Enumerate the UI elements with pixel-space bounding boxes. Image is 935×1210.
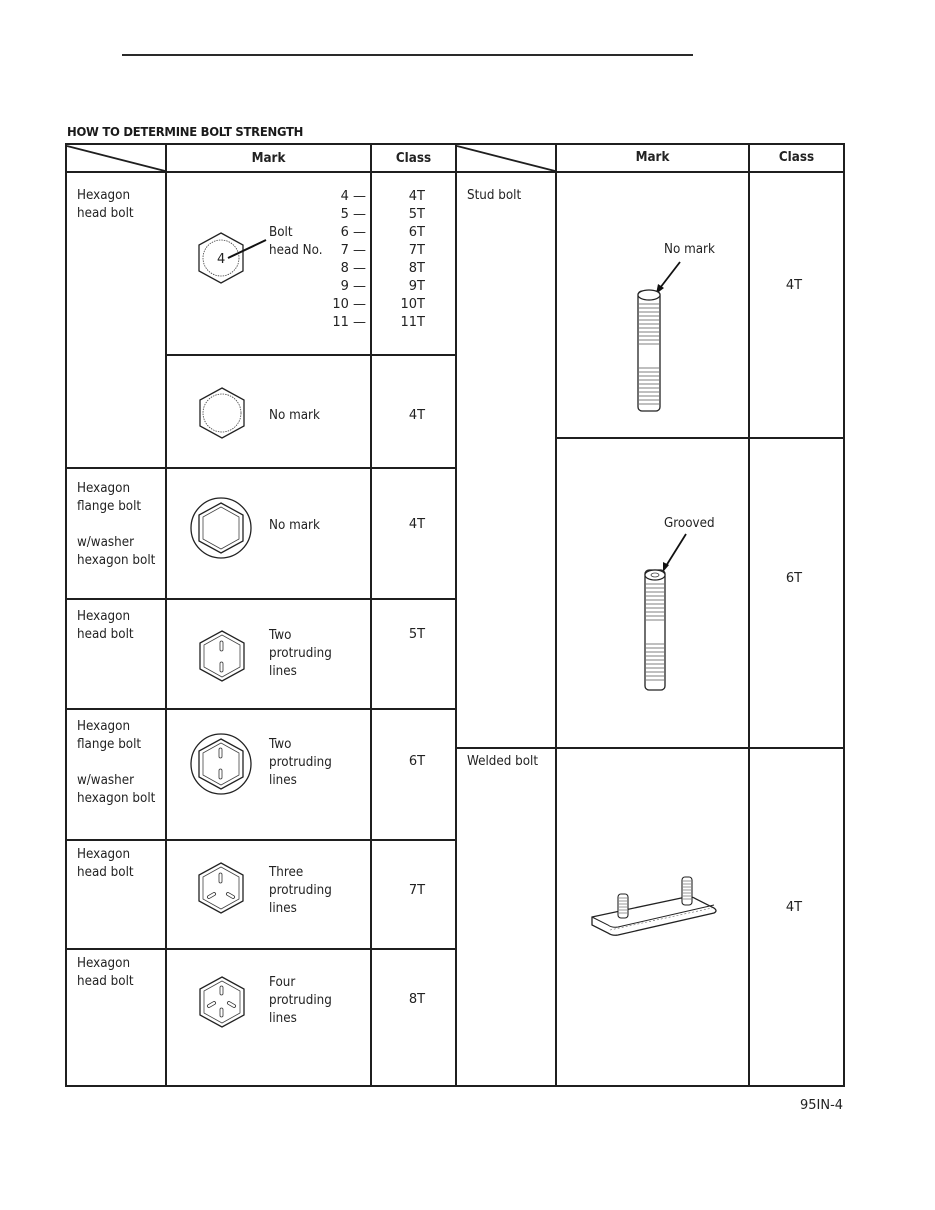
type-label: Hexagon flange bolt w/washer hexagon bolt [77, 481, 156, 568]
header-class-left: Class [395, 151, 432, 166]
class-value: 4T [785, 900, 803, 915]
svg-text:4: 4 [217, 252, 226, 267]
class-value: 4T [408, 408, 426, 423]
type-label: Hexagon head bolt [77, 609, 134, 642]
col-border [555, 143, 557, 1087]
type-label: Welded bolt [467, 754, 539, 769]
figure-code: 95IN-4 [800, 1098, 844, 1113]
header-mark-left: Mark [251, 151, 286, 166]
class-value: 6T [408, 754, 426, 769]
class-value: 4T [785, 278, 803, 293]
mark-label: No mark [269, 518, 320, 533]
mark-callout-label: No mark [664, 242, 715, 257]
class-value: 6T [785, 571, 803, 586]
row-border [65, 839, 455, 841]
class-list: 4T 5T 6T 7T 8T 9T 10T 11T [400, 189, 425, 330]
header-diagonal-right [455, 143, 555, 173]
mark-label: Four protruding lines [269, 975, 332, 1026]
page-title: HOW TO DETERMINE BOLT STRENGTH [67, 124, 304, 139]
mark-callout-label: Grooved [664, 516, 715, 531]
hex-flange-plain-icon [190, 497, 252, 559]
hex-head-plain-icon [198, 387, 246, 439]
type-label: Hexagon head bolt [77, 188, 134, 221]
col-border [370, 143, 372, 1087]
type-label: Hexagon head bolt [77, 847, 134, 880]
stud-bolt-plain-icon [630, 258, 690, 418]
mark-label: Two protruding lines [269, 628, 332, 679]
col-border [748, 143, 750, 1087]
class-value: 7T [408, 883, 426, 898]
head-number-list: 4 — 5 — 6 — 7 — 8 — 9 — 10 — 11 — [332, 189, 366, 330]
welded-bolt-plate-icon [590, 875, 720, 940]
hex-head-numbered-icon [196, 232, 246, 284]
callout-label: Bolt head No. [269, 225, 323, 258]
mark-label: Three protruding lines [269, 865, 332, 916]
class-value: 5T [408, 627, 426, 642]
type-label: Hexagon head bolt [77, 956, 134, 989]
top-rule [122, 54, 693, 56]
mark-label: No mark [269, 408, 320, 423]
row-border [65, 467, 455, 469]
col-border [455, 143, 457, 1087]
header-diagonal-left [65, 143, 165, 173]
hex-flange-two-lines-icon [190, 733, 252, 795]
row-border [555, 437, 845, 439]
row-border [165, 354, 455, 356]
hex-head-four-lines-icon [198, 976, 246, 1028]
row-border [65, 598, 455, 600]
header-mark-right: Mark [635, 150, 670, 165]
class-value: 8T [408, 992, 426, 1007]
stud-bolt-grooved-icon [630, 532, 690, 694]
row-border [65, 948, 455, 950]
hex-head-three-lines-icon [196, 862, 246, 914]
col-border [843, 143, 845, 1087]
class-value: 4T [408, 517, 426, 532]
header-class-right: Class [778, 150, 815, 165]
mark-label: Two protruding lines [269, 737, 332, 788]
hex-head-two-lines-icon [198, 630, 246, 682]
type-label: Stud bolt [467, 188, 522, 203]
col-border [65, 143, 67, 1087]
col-border [165, 143, 167, 1087]
row-border [65, 708, 455, 710]
row-border [455, 747, 845, 749]
type-label: Hexagon flange bolt w/washer hexagon bolt [77, 719, 156, 806]
